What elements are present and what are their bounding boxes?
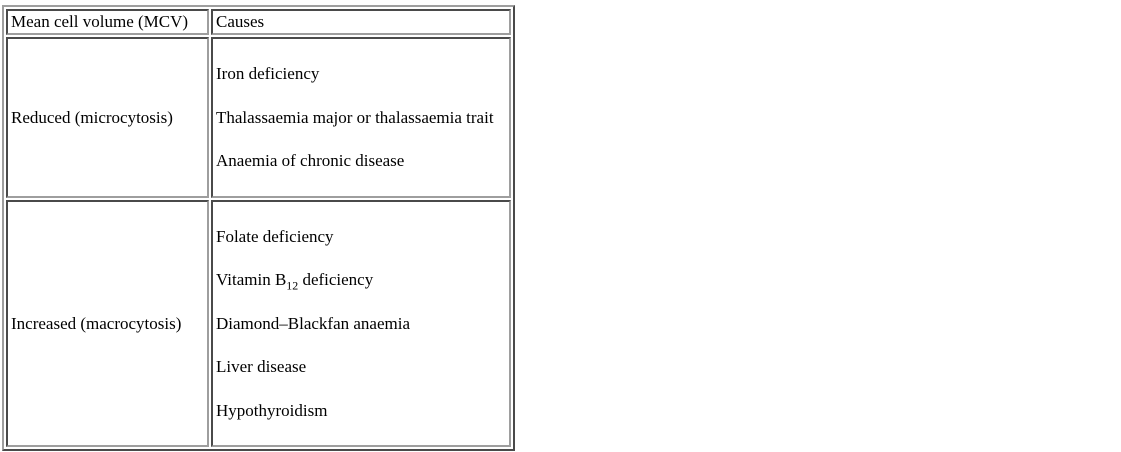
cause-item: Thalassaemia major or thalassaemia trait — [216, 107, 494, 127]
cause-text-part: Vitamin B — [216, 270, 287, 290]
mcv-label: Increased (macrocytosis) — [11, 313, 182, 333]
b12-subscript: 12 — [286, 278, 299, 293]
table-header — [6, 9, 511, 35]
cause-text-part: deficiency — [298, 270, 374, 290]
table-row-reduced — [6, 37, 511, 198]
mcv-causes-table — [2, 5, 515, 451]
column-header-causes: Causes — [211, 9, 511, 35]
cause-item: Diamond–Blackfan anaemia — [216, 313, 411, 333]
mcv-cell-increased — [6, 200, 209, 448]
causes-cell-increased — [211, 200, 511, 448]
header-row — [6, 9, 511, 35]
column-header-mcv: Mean cell volume (MCV) — [6, 9, 209, 35]
table-body — [6, 37, 511, 447]
mcv-cell-reduced — [6, 37, 209, 198]
causes-cell-reduced — [211, 37, 511, 198]
cause-item: Anaemia of chronic disease — [216, 151, 405, 171]
cause-item: Liver disease — [216, 357, 307, 377]
cause-item: Iron deficiency — [216, 64, 320, 83]
cause-item: Folate deficiency — [216, 226, 334, 246]
cause-item: Hypothyroidism — [216, 400, 328, 420]
cause-item-vitamin-b12 — [216, 270, 506, 293]
mcv-label: Reduced (microcytosis) — [11, 107, 173, 127]
table-row-increased — [6, 200, 511, 448]
